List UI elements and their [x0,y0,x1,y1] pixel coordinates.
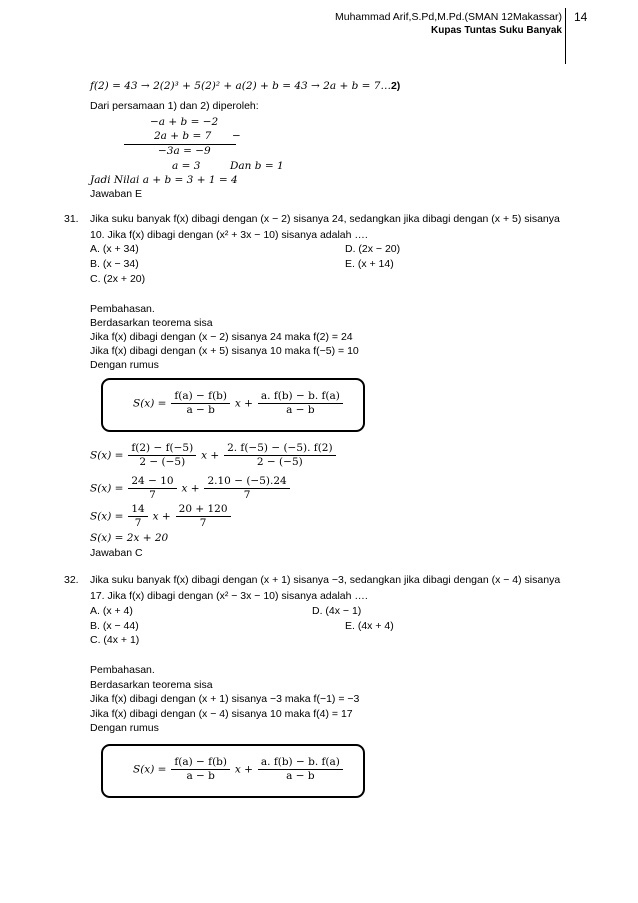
q31-discussion: Pembahasan. [90,303,155,315]
system-eq-1: −a + b = −2 [150,116,219,128]
q32-option-e: E. (4x + 4) [345,620,394,632]
header-divider [565,8,566,64]
system-eq-5: Dan b = 1 [230,160,284,172]
minus-sign: − [232,130,241,142]
eq-f2: f(2) = 43 → 2(2)³ + 5(2)² + a(2) + b = 43 → 2a + b = 7…2) [90,80,401,92]
q31-formula-intro: Dengan rumus [90,359,159,371]
q31-cond2: Jika f(x) dibagi dengan (x + 5) sisanya 10 maka f(−5) = 10 [90,345,359,357]
system-eq-3: −3a = −9 [158,145,211,157]
q31-answer: Jawaban C [90,547,143,559]
q31-theorem: Berdasarkan teorema sisa [90,317,213,329]
q31-option-b: B. (x − 34) [90,258,139,270]
system-eq-4: a = 3 [172,160,201,172]
answer-top: Jawaban E [90,188,142,200]
system-eq-2: 2a + b = 7 [154,130,212,142]
q32-option-a: A. (x + 4) [90,605,133,617]
q32-formula-intro: Dengan rumus [90,722,159,734]
q31-option-c: C. (2x + 20) [90,273,146,285]
q31-option-e: E. (x + 14) [345,258,394,270]
q32-option-b: B. (x − 44) [90,620,139,632]
page-number: 14 [574,10,588,24]
q32-cond1: Jika f(x) dibagi dengan (x + 1) sisanya −3 maka f(−1) = −3 [90,693,360,705]
q32-cond2: Jika f(x) dibagi dengan (x − 4) sisanya 10 maka f(4) = 17 [90,708,353,720]
q32-option-c: C. (4x + 1) [90,634,140,646]
q32-discussion: Pembahasan. [90,664,155,676]
result-line: Jadi Nilai a + b = 3 + 1 = 4 [90,174,238,186]
q32-option-d: D. (4x − 1) [312,605,362,617]
q31-work-1: S(x) = $\frac{f(2) - f(-5)}{2 - (-5)}$ x + $\frac{2. f(-5) - (-5). f(2)}{2 - (-5)}$ [90,442,338,469]
q32-theorem: Berdasarkan teorema sisa [90,679,213,691]
q32-line2: 17. Jika f(x) dibagi dengan (x² − 3x − 10) sisanya adalah …. [90,590,368,602]
q31-line2: 10. Jika f(x) dibagi dengan (x² + 3x − 10) sisanya adalah …. [90,229,368,241]
header-text [335,10,562,38]
formula-expression: S(x) = $\frac{f(a) - f(b)}{a - b}$ x + $\frac{a. f(b) - b. f(a)}{a - b}$ [133,756,345,783]
formula-box-32 [101,744,365,798]
q31-option-d: D. (2x − 20) [345,243,401,255]
intro-line: Dari persamaan 1) dan 2) diperoleh: [90,100,259,112]
q32-number: 32. [64,574,79,586]
q32-line1: Jika suku banyak f(x) dibagi dengan (x + 1) sisanya −3, sedangkan jika dibagi dengan (x − 4) sisanya [90,574,561,586]
q31-work-3: S(x) = $\frac{14}{7}$ x + $\frac{20 + 120}{7}$ [90,503,233,530]
q31-line1: Jika suku banyak f(x) dibagi dengan (x − 2) sisanya 24, sedangkan jika dibagi dengan (x + 5) sisanya [90,213,560,225]
q31-option-a: A. (x + 34) [90,243,139,255]
header-author: Muhammad Arif,S.Pd,M.Pd.(SMAN 12Makassar) [335,11,562,23]
q31-cond1: Jika f(x) dibagi dengan (x − 2) sisanya 24 maka f(2) = 24 [90,331,353,343]
formula-expression: S(x) = $\frac{f(a) - f(b)}{a - b}$ x + $\frac{a. f(b) - b. f(a)}{a - b}$ [133,390,345,417]
q31-work-4: S(x) = 2x + 20 [90,532,169,544]
q31-number: 31. [64,213,79,225]
formula-box-31 [101,378,365,432]
header-subtitle: Kupas Tuntas Suku Banyak [431,25,562,36]
q31-work-2: S(x) = $\frac{24 - 10}{7}$ x + $\frac{2.10 - (-5).24}{7}$ [90,475,292,502]
